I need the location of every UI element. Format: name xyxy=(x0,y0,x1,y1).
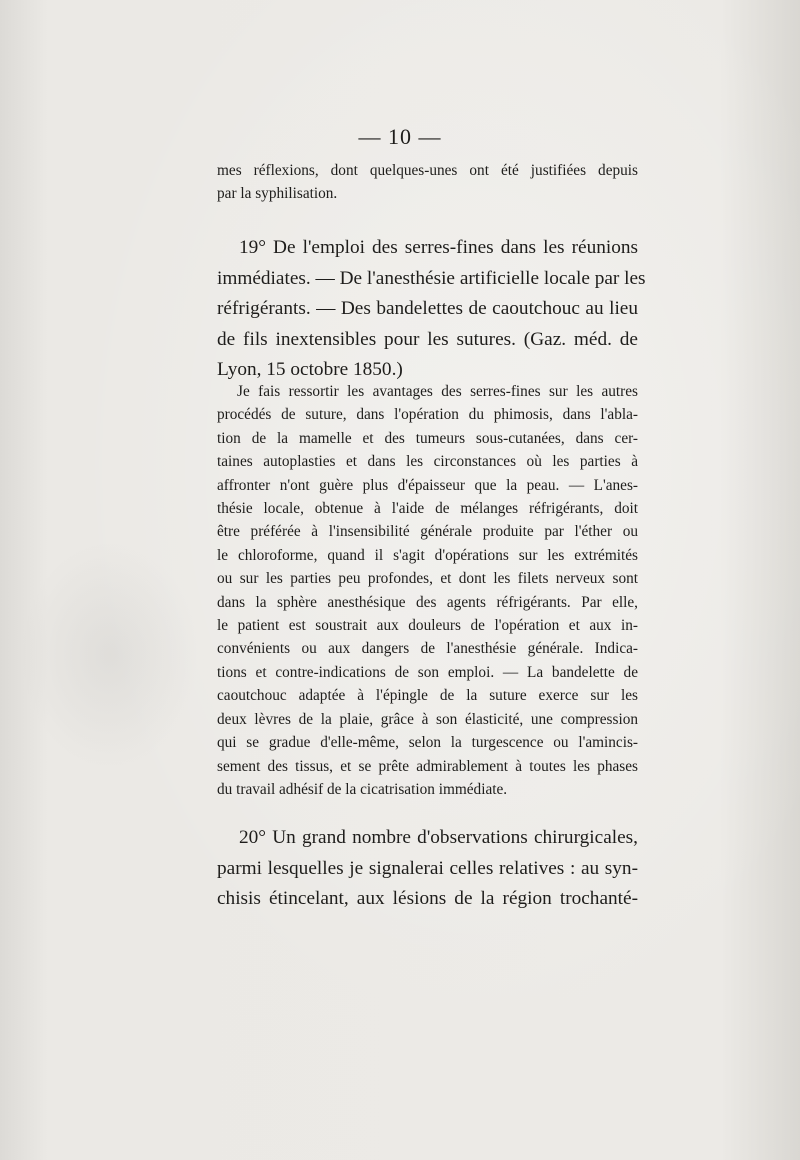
item-19-heading-line: Lyon, 15 octobre 1850.) xyxy=(217,359,403,380)
intro-line: mes réflexions, dont quelques-unes ont été justifiées depuis xyxy=(217,162,638,179)
intro-paragraph xyxy=(217,159,638,206)
item-19-body-line: affronter n'ont guère plus d'épaisseur que la peau. — L'anes- xyxy=(217,476,638,494)
item-19-body-line: qui se gradue d'elle-même, selon la turgescence ou l'amincis- xyxy=(217,734,638,752)
item-19-body-line: thésie locale, obtenue à l'aide de mélanges réfrigérants, doit xyxy=(217,500,638,518)
item-20-line: chisis étincelant, aux lésions de la région trochanté- xyxy=(217,888,638,909)
page-number: — 10 — xyxy=(358,124,442,149)
item-19-body-line: tions et contre-indications de son emploi. — La bandelette de xyxy=(217,663,638,681)
item-20-line: parmi lesquelles je signalerai celles relatives : au syn- xyxy=(217,857,638,879)
item-19-body-line: tion de la mamelle et des tumeurs sous-cutanées, dans cer- xyxy=(217,429,638,447)
item-20-line: 20° Un grand nombre d'observations chirurgicales, xyxy=(239,827,638,848)
item-19-heading-line: 19° De l'emploi des serres-fines dans les réunions xyxy=(239,237,638,258)
item-19-heading xyxy=(217,233,646,386)
item-19-heading-line: réfrigérants. — Des bandelettes de caoutchouc au lieu xyxy=(217,298,638,319)
item-19-body-line: du travail adhésif de la cicatrisation immédiate. xyxy=(217,780,508,798)
item-19-body-line: dans la sphère anesthésique des agents réfrigérants. Par elle, xyxy=(217,593,638,611)
intro-line: par la syphilisation. xyxy=(217,185,338,203)
item-19-body-line: Je fais ressortir les avantages des serres-fines sur les autres xyxy=(237,383,638,400)
item-19-body-line: deux lèvres de la plaie, grâce à son élasticité, une compression xyxy=(217,710,638,728)
item-19-body-line: être préférée à l'insensibilité générale produite par l'éther ou xyxy=(217,523,638,541)
item-19-body-line: le patient est soustrait aux douleurs de l'opération et aux in- xyxy=(217,617,638,635)
item-20-paragraph xyxy=(217,823,638,915)
item-19-body-line: taines autoplasties et dans les circonstances où les parties à xyxy=(217,453,638,471)
item-19-body-line: convénients ou aux dangers de l'anesthésie générale. Indica- xyxy=(217,640,638,658)
item-19-body-line: caoutchouc adaptée à l'épingle de la suture exerce sur les xyxy=(217,687,638,705)
ink-bleed-through xyxy=(20,540,200,770)
item-19-heading-line: de fils inextensibles pour les sutures. (Gaz. méd. de xyxy=(217,328,638,350)
item-19-heading-line: immédiates. — De l'anesthésie artificielle locale par les xyxy=(217,267,646,289)
item-19-body-line: ou sur les parties peu profondes, et dont les filets nerveux sont xyxy=(217,570,638,588)
item-19-body-line: le chloroforme, quand il s'agit d'opérations sur les extrémités xyxy=(217,546,638,564)
item-19-body xyxy=(217,380,638,801)
item-19-body-line: sement des tissus, et se prête admirablement à toutes les phases xyxy=(217,757,638,775)
item-19-body-line: procédés de suture, dans l'opération du phimosis, dans l'abla- xyxy=(217,406,638,424)
